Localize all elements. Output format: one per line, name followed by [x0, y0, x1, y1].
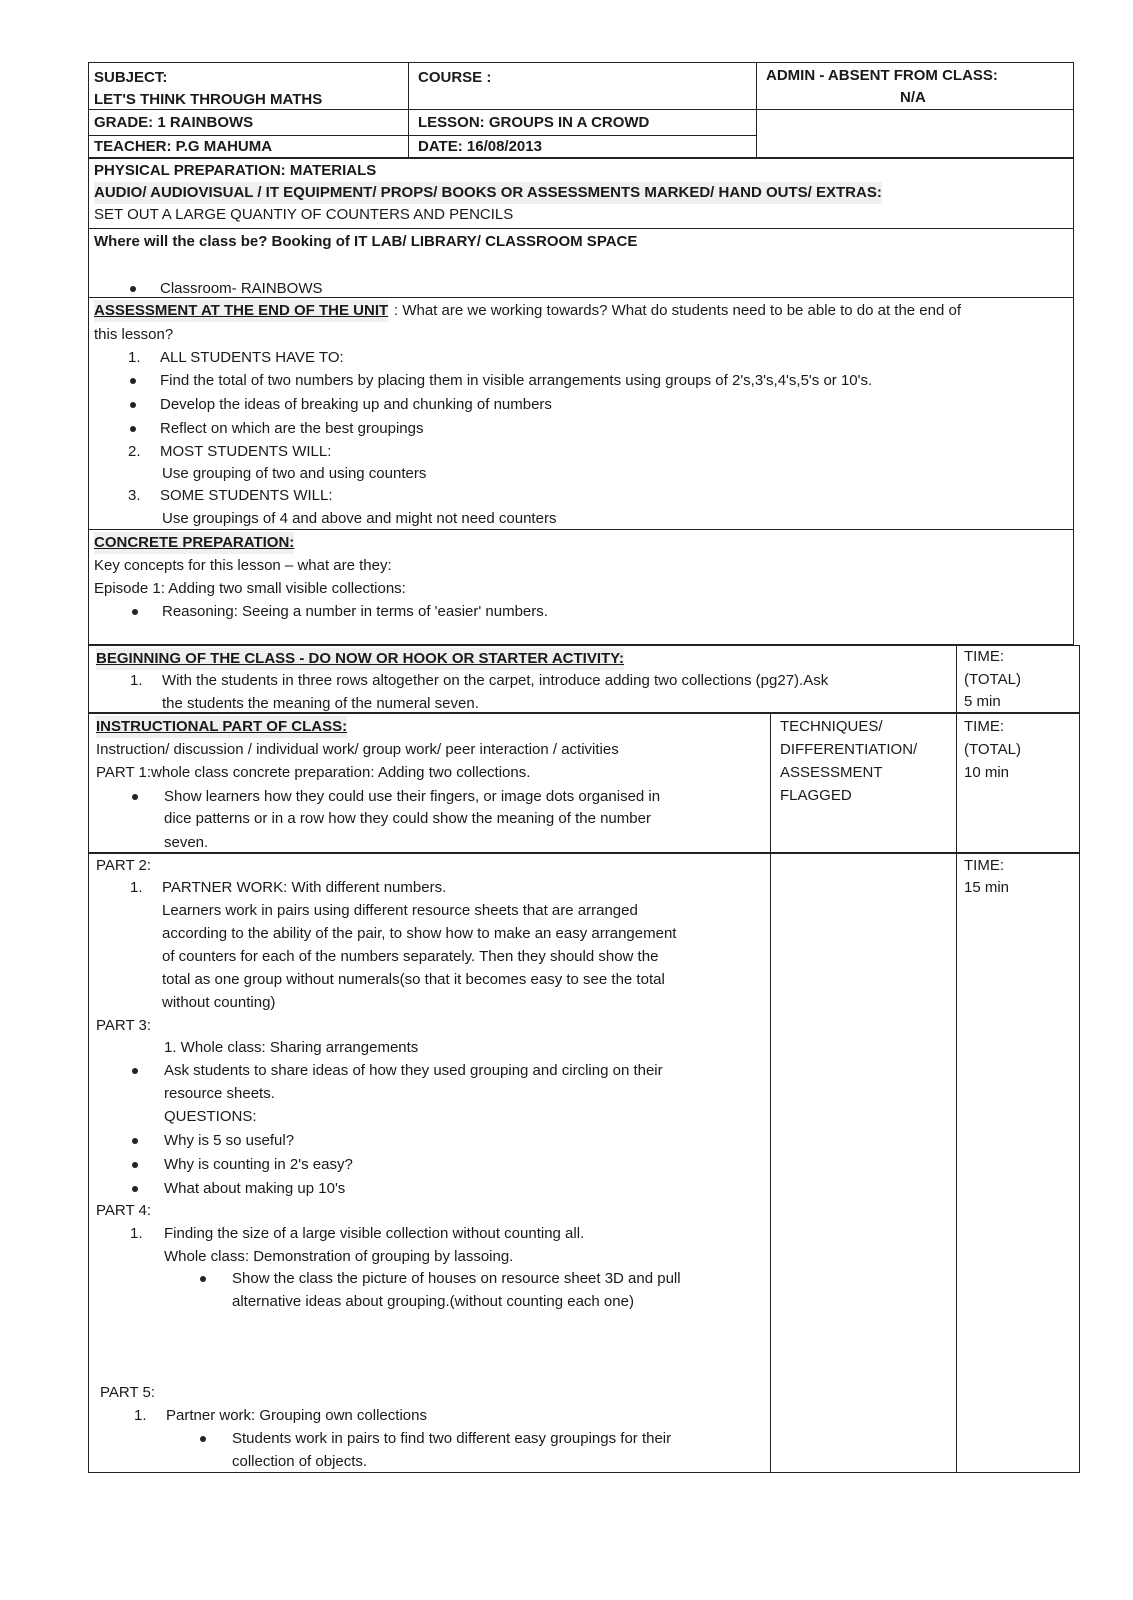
course-label: COURSE :: [418, 69, 492, 86]
part-3-bullet-line-2: resource sheets.: [164, 1085, 275, 1102]
subject-value: LET'S THINK THROUGH MATHS: [94, 91, 323, 108]
flagged-label: FLAGGED: [780, 787, 852, 804]
part-4-title: Finding the size of a large visible collection without counting all.: [164, 1225, 585, 1242]
bullet-icon: [132, 1068, 138, 1074]
part-5-bullet-line-1: Students work in pairs to find two different easy groupings for their: [232, 1430, 672, 1447]
bullet-icon: [132, 1162, 138, 1168]
part-2-line-4: total as one group without numerals(so that it becomes easy to see the total: [162, 971, 665, 988]
some-students-heading: SOME STUDENTS WILL:: [160, 487, 333, 504]
most-students-heading: MOST STUDENTS WILL:: [160, 443, 332, 460]
teacher-field: TEACHER: P.G MAHUMA: [94, 138, 273, 155]
assessment-question: : What are we working towards? What do students need to be able to do at the end of: [394, 302, 962, 319]
list-number: 1.: [128, 349, 141, 366]
physical-preparation-heading: PHYSICAL PREPARATION: MATERIALS: [94, 162, 377, 179]
part-4-bullet-line-2: alternative ideas about grouping.(without counting each one): [232, 1293, 634, 1310]
bullet-icon: [130, 286, 136, 292]
beginning-heading: BEGINNING OF THE CLASS - DO NOW OR HOOK OR STARTER ACTIVITY:: [96, 648, 624, 670]
assessment-bullet-3: Reflect on which are the best groupings: [160, 420, 424, 437]
beginning-text-1: With the students in three rows altogether on the carpet, introduce adding two collections (pg27).Ask: [162, 672, 829, 689]
question-3: What about making up 10's: [164, 1180, 346, 1197]
question-1: Why is 5 so useful?: [164, 1132, 295, 1149]
lesson-field: LESSON: GROUPS IN A CROWD: [418, 114, 650, 131]
assessment-label: ASSESSMENT: [780, 764, 883, 781]
equipment-heading: AUDIO/ AUDIOVISUAL / IT EQUIPMENT/ PROPS/ BOOKS OR ASSESSMENTS MARKED/ HAND OUTS/ EXTRAS:: [94, 182, 882, 204]
concrete-heading: CONCRETE PREPARATION:: [94, 532, 294, 554]
part-2-time-label: TIME:: [964, 857, 1004, 874]
bullet-icon: [130, 378, 136, 384]
list-number: 1.: [130, 879, 143, 896]
subject-label: SUBJECT:: [94, 69, 168, 86]
bullet-icon: [200, 1276, 206, 1282]
bullet-icon: [132, 1138, 138, 1144]
instructional-bullet-3: seven.: [164, 834, 209, 851]
reasoning-text: Reasoning: Seeing a number in terms of 'easier' numbers.: [162, 603, 548, 620]
key-concepts: Key concepts for this lesson – what are they:: [94, 557, 392, 574]
list-number: 1.: [130, 1225, 143, 1242]
part-4-bullet-line-1: Show the class the picture of houses on resource sheet 3D and pull: [232, 1270, 681, 1287]
beginning-time-value: 5 min: [964, 693, 1001, 710]
part-2-title: PARTNER WORK: With different numbers.: [162, 879, 447, 896]
instructional-bullet-1: Show learners how they could use their fingers, or image dots organised in: [164, 788, 661, 805]
list-number: 3.: [128, 487, 141, 504]
materials-text: SET OUT A LARGE QUANTIY OF COUNTERS AND PENCILS: [94, 206, 514, 223]
date-field: DATE: 16/08/2013: [418, 138, 542, 155]
admin-label: ADMIN - ABSENT FROM CLASS:: [766, 67, 998, 84]
part-4-label: PART 4:: [96, 1202, 152, 1219]
part-3-label: PART 3:: [96, 1017, 152, 1034]
some-students-text: Use groupings of 4 and above and might not need counters: [162, 510, 557, 527]
part-2-label: PART 2:: [96, 857, 152, 874]
part-4-subtitle: Whole class: Demonstration of grouping by lassoing.: [164, 1248, 514, 1265]
instructional-heading: INSTRUCTIONAL PART OF CLASS:: [96, 716, 347, 738]
assessment-question-cont: this lesson?: [94, 326, 174, 343]
bullet-icon: [132, 609, 138, 615]
part-5-title: Partner work: Grouping own collections: [166, 1407, 427, 1424]
part-2-time-value: 15 min: [964, 879, 1010, 896]
part-3-bullet-line-1: Ask students to share ideas of how they used grouping and circling on their: [164, 1062, 663, 1079]
admin-value: N/A: [900, 89, 926, 106]
part-2-line-2: according to the ability of the pair, to show how to make an easy arrangement: [162, 925, 677, 942]
assessment-heading: ASSESSMENT AT THE END OF THE UNIT: [94, 300, 388, 322]
instructional-time-total: (TOTAL): [964, 741, 1021, 758]
part-2-line-5: without counting): [162, 994, 276, 1011]
part-2-line-3: of counters for each of the numbers separately. Then they should show the: [162, 948, 659, 965]
bullet-icon: [130, 426, 136, 432]
bullet-icon: [130, 402, 136, 408]
bullet-icon: [132, 794, 138, 800]
beginning-text-2: the students the meaning of the numeral seven.: [162, 695, 479, 712]
most-students-text: Use grouping of two and using counters: [162, 465, 427, 482]
bullet-icon: [132, 1186, 138, 1192]
part-2-line-1: Learners work in pairs using different resource sheets that are arranged: [162, 902, 638, 919]
bullet-icon: [200, 1436, 206, 1442]
techniques-label: TECHNIQUES/: [780, 718, 883, 735]
grade-field: GRADE: 1 RAINBOWS: [94, 114, 254, 131]
instructional-time-label: TIME:: [964, 718, 1004, 735]
instructional-line-1: Instruction/ discussion / individual work/ group work/ peer interaction / activities: [96, 741, 619, 758]
list-number: 1.: [130, 672, 143, 689]
question-2: Why is counting in 2's easy?: [164, 1156, 353, 1173]
list-number: 1.: [134, 1407, 147, 1424]
list-number: 2.: [128, 443, 141, 460]
questions-heading: QUESTIONS:: [164, 1108, 257, 1125]
classroom-item: Classroom- RAINBOWS: [160, 280, 323, 297]
beginning-time-label: TIME:: [964, 648, 1004, 665]
part-3-title: 1. Whole class: Sharing arrangements: [164, 1039, 419, 1056]
assessment-bullet-1: Find the total of two numbers by placing them in visible arrangements using groups of 2's,3's,4's,5's or 10's.: [160, 372, 873, 389]
instructional-bullet-2: dice patterns or in a row how they could show the meaning of the number: [164, 810, 651, 827]
part-5-bullet-line-2: collection of objects.: [232, 1453, 368, 1470]
instructional-line-2: PART 1:whole class concrete preparation: Adding two collections.: [96, 764, 531, 781]
episode-text: Episode 1: Adding two small visible collections:: [94, 580, 406, 597]
instructional-time-value: 10 min: [964, 764, 1010, 781]
differentiation-label: DIFFERENTIATION/: [780, 741, 918, 758]
beginning-time-total: (TOTAL): [964, 671, 1021, 688]
all-students-heading: ALL STUDENTS HAVE TO:: [160, 349, 344, 366]
assessment-bullet-2: Develop the ideas of breaking up and chunking of numbers: [160, 396, 552, 413]
where-heading: Where will the class be? Booking of IT LAB/ LIBRARY/ CLASSROOM SPACE: [94, 233, 638, 250]
part-5-label: PART 5:: [100, 1384, 156, 1401]
